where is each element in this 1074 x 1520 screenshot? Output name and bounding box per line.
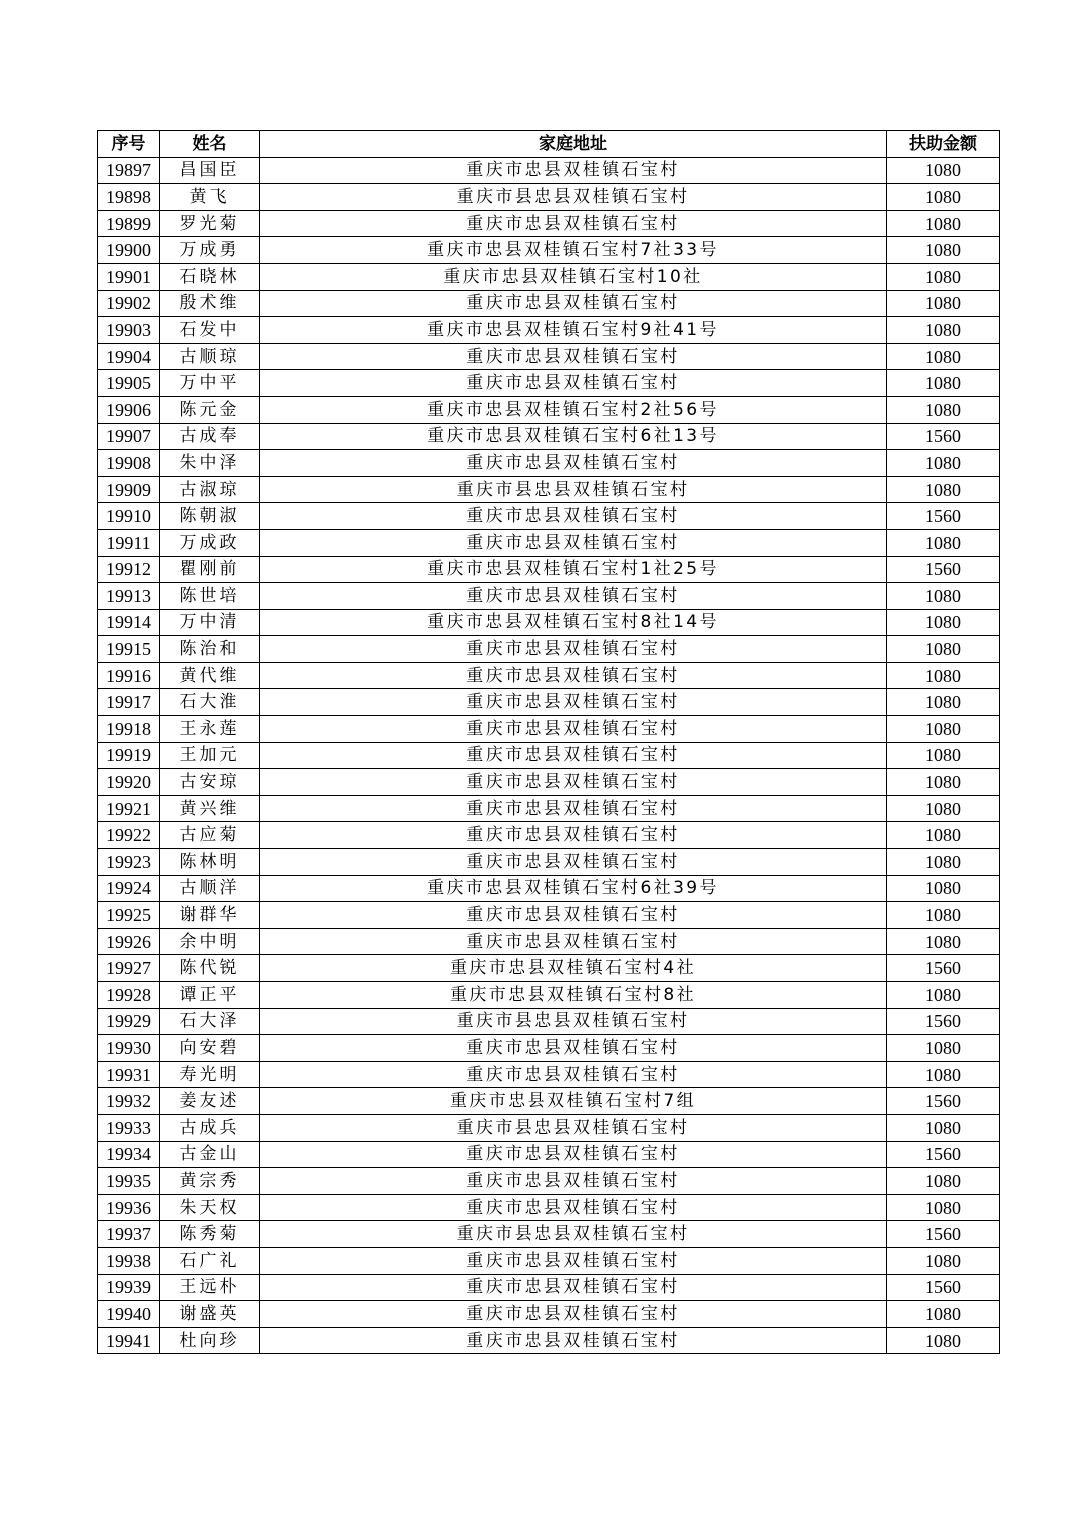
header-address: 家庭地址 xyxy=(260,131,887,158)
table-body xyxy=(98,157,1000,1354)
cell-seq: 19919 xyxy=(98,742,160,769)
cell-amount: 1080 xyxy=(887,583,1000,610)
cell-address: 重庆市忠县双桂镇石宝村 xyxy=(260,1035,887,1062)
cell-address: 重庆市忠县双桂镇石宝村 xyxy=(260,636,887,663)
cell-address: 重庆市忠县双桂镇石宝村 xyxy=(260,716,887,743)
cell-address: 重庆市忠县双桂镇石宝村 xyxy=(260,370,887,397)
cell-seq: 19913 xyxy=(98,583,160,610)
cell-amount: 1080 xyxy=(887,1194,1000,1221)
cell-seq: 19934 xyxy=(98,1141,160,1168)
cell-amount: 1080 xyxy=(887,902,1000,929)
cell-address: 重庆市忠县双桂镇石宝村2社56号 xyxy=(260,396,887,423)
cell-amount: 1560 xyxy=(887,1274,1000,1301)
table-row xyxy=(98,955,1000,982)
cell-amount: 1080 xyxy=(887,716,1000,743)
cell-name: 古淑琼 xyxy=(160,476,260,503)
cell-address: 重庆市忠县双桂镇石宝村 xyxy=(260,1301,887,1328)
table-row xyxy=(98,476,1000,503)
cell-amount: 1080 xyxy=(887,263,1000,290)
cell-seq: 19932 xyxy=(98,1088,160,1115)
cell-seq: 19940 xyxy=(98,1301,160,1328)
cell-address: 重庆市忠县双桂镇石宝村8社 xyxy=(260,982,887,1009)
table-row xyxy=(98,263,1000,290)
cell-address: 重庆市县忠县双桂镇石宝村 xyxy=(260,1221,887,1248)
cell-address: 重庆市忠县双桂镇石宝村1社25号 xyxy=(260,556,887,583)
cell-seq: 19925 xyxy=(98,902,160,929)
cell-name: 陈元金 xyxy=(160,396,260,423)
cell-name: 寿光明 xyxy=(160,1061,260,1088)
table-row xyxy=(98,529,1000,556)
cell-address: 重庆市忠县双桂镇石宝村 xyxy=(260,822,887,849)
cell-amount: 1080 xyxy=(887,849,1000,876)
cell-name: 陈林明 xyxy=(160,849,260,876)
cell-name: 王加元 xyxy=(160,742,260,769)
cell-name: 谢盛英 xyxy=(160,1301,260,1328)
table-row xyxy=(98,609,1000,636)
cell-name: 殷术维 xyxy=(160,290,260,317)
cell-name: 万中清 xyxy=(160,609,260,636)
cell-amount: 1080 xyxy=(887,742,1000,769)
cell-seq: 19915 xyxy=(98,636,160,663)
cell-address: 重庆市忠县双桂镇石宝村6社13号 xyxy=(260,423,887,450)
header-seq: 序号 xyxy=(98,131,160,158)
cell-name: 古安琼 xyxy=(160,769,260,796)
cell-address: 重庆市忠县双桂镇石宝村 xyxy=(260,343,887,370)
cell-name: 黄宗秀 xyxy=(160,1168,260,1195)
table-row xyxy=(98,795,1000,822)
table-row xyxy=(98,689,1000,716)
cell-name: 谭正平 xyxy=(160,982,260,1009)
cell-seq: 19923 xyxy=(98,849,160,876)
table-row xyxy=(98,370,1000,397)
cell-seq: 19931 xyxy=(98,1061,160,1088)
cell-seq: 19911 xyxy=(98,529,160,556)
table-row xyxy=(98,450,1000,477)
cell-address: 重庆市忠县双桂镇石宝村 xyxy=(260,503,887,530)
cell-amount: 1080 xyxy=(887,237,1000,264)
cell-amount: 1080 xyxy=(887,343,1000,370)
table-row xyxy=(98,1141,1000,1168)
table-row xyxy=(98,423,1000,450)
cell-address: 重庆市县忠县双桂镇石宝村 xyxy=(260,1114,887,1141)
cell-seq: 19902 xyxy=(98,290,160,317)
cell-address: 重庆市忠县双桂镇石宝村 xyxy=(260,928,887,955)
cell-amount: 1080 xyxy=(887,689,1000,716)
cell-address: 重庆市忠县双桂镇石宝村 xyxy=(260,529,887,556)
cell-name: 朱中泽 xyxy=(160,450,260,477)
table-row xyxy=(98,1301,1000,1328)
header-row xyxy=(98,131,1000,158)
cell-seq: 19901 xyxy=(98,263,160,290)
cell-name: 陈朝淑 xyxy=(160,503,260,530)
cell-amount: 1080 xyxy=(887,769,1000,796)
cell-seq: 19916 xyxy=(98,662,160,689)
cell-amount: 1560 xyxy=(887,1221,1000,1248)
cell-name: 陈代锐 xyxy=(160,955,260,982)
cell-address: 重庆市忠县双桂镇石宝村 xyxy=(260,583,887,610)
cell-address: 重庆市忠县双桂镇石宝村 xyxy=(260,1194,887,1221)
cell-amount: 1080 xyxy=(887,184,1000,211)
cell-name: 王永莲 xyxy=(160,716,260,743)
table-row xyxy=(98,982,1000,1009)
cell-address: 重庆市忠县双桂镇石宝村7组 xyxy=(260,1088,887,1115)
cell-amount: 1080 xyxy=(887,875,1000,902)
cell-name: 黄代维 xyxy=(160,662,260,689)
cell-name: 古顺洋 xyxy=(160,875,260,902)
cell-address: 重庆市县忠县双桂镇石宝村 xyxy=(260,1008,887,1035)
cell-amount: 1080 xyxy=(887,609,1000,636)
cell-amount: 1560 xyxy=(887,955,1000,982)
cell-amount: 1080 xyxy=(887,795,1000,822)
cell-name: 石大淮 xyxy=(160,689,260,716)
cell-name: 杜向珍 xyxy=(160,1327,260,1354)
cell-amount: 1080 xyxy=(887,636,1000,663)
cell-name: 王远朴 xyxy=(160,1274,260,1301)
cell-address: 重庆市忠县双桂镇石宝村8社14号 xyxy=(260,609,887,636)
cell-seq: 19935 xyxy=(98,1168,160,1195)
cell-seq: 19912 xyxy=(98,556,160,583)
cell-address: 重庆市忠县双桂镇石宝村 xyxy=(260,689,887,716)
cell-address: 重庆市忠县双桂镇石宝村9社41号 xyxy=(260,317,887,344)
table-row xyxy=(98,1247,1000,1274)
cell-address: 重庆市忠县双桂镇石宝村 xyxy=(260,769,887,796)
table-row xyxy=(98,583,1000,610)
cell-name: 古金山 xyxy=(160,1141,260,1168)
cell-seq: 19937 xyxy=(98,1221,160,1248)
cell-amount: 1080 xyxy=(887,982,1000,1009)
cell-seq: 19899 xyxy=(98,210,160,237)
cell-name: 陈治和 xyxy=(160,636,260,663)
cell-seq: 19928 xyxy=(98,982,160,1009)
cell-amount: 1080 xyxy=(887,1247,1000,1274)
table-row xyxy=(98,317,1000,344)
cell-name: 姜友述 xyxy=(160,1088,260,1115)
cell-address: 重庆市忠县双桂镇石宝村 xyxy=(260,1274,887,1301)
table-row xyxy=(98,822,1000,849)
cell-amount: 1080 xyxy=(887,290,1000,317)
table-row xyxy=(98,157,1000,184)
cell-name: 石晓林 xyxy=(160,263,260,290)
cell-amount: 1080 xyxy=(887,822,1000,849)
roster-sheet xyxy=(97,130,999,1354)
table-header xyxy=(98,131,1000,158)
cell-seq: 19900 xyxy=(98,237,160,264)
cell-seq: 19924 xyxy=(98,875,160,902)
table-row xyxy=(98,237,1000,264)
table-row xyxy=(98,290,1000,317)
cell-amount: 1080 xyxy=(887,450,1000,477)
cell-amount: 1080 xyxy=(887,396,1000,423)
cell-amount: 1080 xyxy=(887,529,1000,556)
cell-address: 重庆市忠县双桂镇石宝村 xyxy=(260,290,887,317)
table-row xyxy=(98,1061,1000,1088)
roster-table xyxy=(97,130,1000,1354)
cell-amount: 1560 xyxy=(887,423,1000,450)
cell-name: 石发中 xyxy=(160,317,260,344)
cell-seq: 19914 xyxy=(98,609,160,636)
cell-address: 重庆市忠县双桂镇石宝村 xyxy=(260,849,887,876)
cell-seq: 19908 xyxy=(98,450,160,477)
cell-seq: 19910 xyxy=(98,503,160,530)
cell-name: 朱天权 xyxy=(160,1194,260,1221)
cell-amount: 1560 xyxy=(887,1008,1000,1035)
cell-amount: 1080 xyxy=(887,1061,1000,1088)
cell-amount: 1080 xyxy=(887,662,1000,689)
table-row xyxy=(98,1088,1000,1115)
cell-seq: 19930 xyxy=(98,1035,160,1062)
cell-amount: 1080 xyxy=(887,210,1000,237)
cell-address: 重庆市忠县双桂镇石宝村7社33号 xyxy=(260,237,887,264)
cell-amount: 1080 xyxy=(887,476,1000,503)
cell-amount: 1080 xyxy=(887,928,1000,955)
cell-seq: 19936 xyxy=(98,1194,160,1221)
table-row xyxy=(98,849,1000,876)
cell-name: 陈秀菊 xyxy=(160,1221,260,1248)
cell-name: 瞿刚前 xyxy=(160,556,260,583)
cell-amount: 1080 xyxy=(887,1301,1000,1328)
cell-seq: 19897 xyxy=(98,157,160,184)
table-row xyxy=(98,769,1000,796)
table-row xyxy=(98,1194,1000,1221)
table-row xyxy=(98,928,1000,955)
cell-seq: 19941 xyxy=(98,1327,160,1354)
table-row xyxy=(98,396,1000,423)
cell-seq: 19909 xyxy=(98,476,160,503)
cell-address: 重庆市忠县双桂镇石宝村10社 xyxy=(260,263,887,290)
cell-address: 重庆市忠县双桂镇石宝村 xyxy=(260,1061,887,1088)
cell-name: 古成兵 xyxy=(160,1114,260,1141)
table-row xyxy=(98,343,1000,370)
cell-seq: 19933 xyxy=(98,1114,160,1141)
header-amount: 扶助金额 xyxy=(887,131,1000,158)
table-row xyxy=(98,1168,1000,1195)
table-row xyxy=(98,210,1000,237)
cell-seq: 19904 xyxy=(98,343,160,370)
cell-address: 重庆市忠县双桂镇石宝村 xyxy=(260,742,887,769)
cell-address: 重庆市县忠县双桂镇石宝村 xyxy=(260,184,887,211)
cell-name: 黄兴维 xyxy=(160,795,260,822)
table-row xyxy=(98,503,1000,530)
cell-address: 重庆市忠县双桂镇石宝村4社 xyxy=(260,955,887,982)
cell-address: 重庆市忠县双桂镇石宝村6社39号 xyxy=(260,875,887,902)
cell-amount: 1080 xyxy=(887,1035,1000,1062)
cell-seq: 19938 xyxy=(98,1247,160,1274)
cell-seq: 19898 xyxy=(98,184,160,211)
table-row xyxy=(98,662,1000,689)
cell-seq: 19927 xyxy=(98,955,160,982)
cell-amount: 1080 xyxy=(887,370,1000,397)
cell-address: 重庆市忠县双桂镇石宝村 xyxy=(260,1247,887,1274)
table-row xyxy=(98,1035,1000,1062)
cell-address: 重庆市忠县双桂镇石宝村 xyxy=(260,902,887,929)
cell-address: 重庆市忠县双桂镇石宝村 xyxy=(260,157,887,184)
table-row xyxy=(98,875,1000,902)
cell-name: 石广礼 xyxy=(160,1247,260,1274)
cell-name: 黄飞 xyxy=(160,184,260,211)
table-row xyxy=(98,1114,1000,1141)
cell-amount: 1560 xyxy=(887,1088,1000,1115)
table-row xyxy=(98,742,1000,769)
cell-name: 古应菊 xyxy=(160,822,260,849)
table-row xyxy=(98,902,1000,929)
cell-name: 万中平 xyxy=(160,370,260,397)
cell-address: 重庆市忠县双桂镇石宝村 xyxy=(260,450,887,477)
cell-name: 万成政 xyxy=(160,529,260,556)
table-row xyxy=(98,1008,1000,1035)
cell-name: 古顺琼 xyxy=(160,343,260,370)
table-row xyxy=(98,556,1000,583)
cell-address: 重庆市忠县双桂镇石宝村 xyxy=(260,1141,887,1168)
cell-name: 谢群华 xyxy=(160,902,260,929)
cell-address: 重庆市忠县双桂镇石宝村 xyxy=(260,210,887,237)
cell-name: 古成奉 xyxy=(160,423,260,450)
cell-amount: 1560 xyxy=(887,1141,1000,1168)
table-row xyxy=(98,1327,1000,1354)
cell-amount: 1080 xyxy=(887,157,1000,184)
cell-amount: 1560 xyxy=(887,556,1000,583)
table-row xyxy=(98,184,1000,211)
cell-seq: 19926 xyxy=(98,928,160,955)
cell-amount: 1560 xyxy=(887,503,1000,530)
cell-seq: 19907 xyxy=(98,423,160,450)
cell-seq: 19922 xyxy=(98,822,160,849)
cell-seq: 19920 xyxy=(98,769,160,796)
table-row xyxy=(98,636,1000,663)
cell-name: 万成勇 xyxy=(160,237,260,264)
cell-seq: 19905 xyxy=(98,370,160,397)
cell-seq: 19918 xyxy=(98,716,160,743)
cell-name: 石大泽 xyxy=(160,1008,260,1035)
cell-amount: 1080 xyxy=(887,1114,1000,1141)
cell-seq: 19903 xyxy=(98,317,160,344)
cell-seq: 19939 xyxy=(98,1274,160,1301)
cell-address: 重庆市忠县双桂镇石宝村 xyxy=(260,662,887,689)
cell-address: 重庆市忠县双桂镇石宝村 xyxy=(260,1327,887,1354)
table-row xyxy=(98,1274,1000,1301)
cell-name: 罗光菊 xyxy=(160,210,260,237)
cell-address: 重庆市县忠县双桂镇石宝村 xyxy=(260,476,887,503)
cell-name: 陈世培 xyxy=(160,583,260,610)
table-row xyxy=(98,1221,1000,1248)
cell-address: 重庆市忠县双桂镇石宝村 xyxy=(260,795,887,822)
cell-amount: 1080 xyxy=(887,1327,1000,1354)
cell-address: 重庆市忠县双桂镇石宝村 xyxy=(260,1168,887,1195)
cell-seq: 19906 xyxy=(98,396,160,423)
header-name: 姓名 xyxy=(160,131,260,158)
cell-name: 向安碧 xyxy=(160,1035,260,1062)
cell-amount: 1080 xyxy=(887,1168,1000,1195)
cell-amount: 1080 xyxy=(887,317,1000,344)
cell-name: 余中明 xyxy=(160,928,260,955)
cell-seq: 19929 xyxy=(98,1008,160,1035)
cell-seq: 19917 xyxy=(98,689,160,716)
cell-seq: 19921 xyxy=(98,795,160,822)
cell-name: 昌国臣 xyxy=(160,157,260,184)
table-row xyxy=(98,716,1000,743)
